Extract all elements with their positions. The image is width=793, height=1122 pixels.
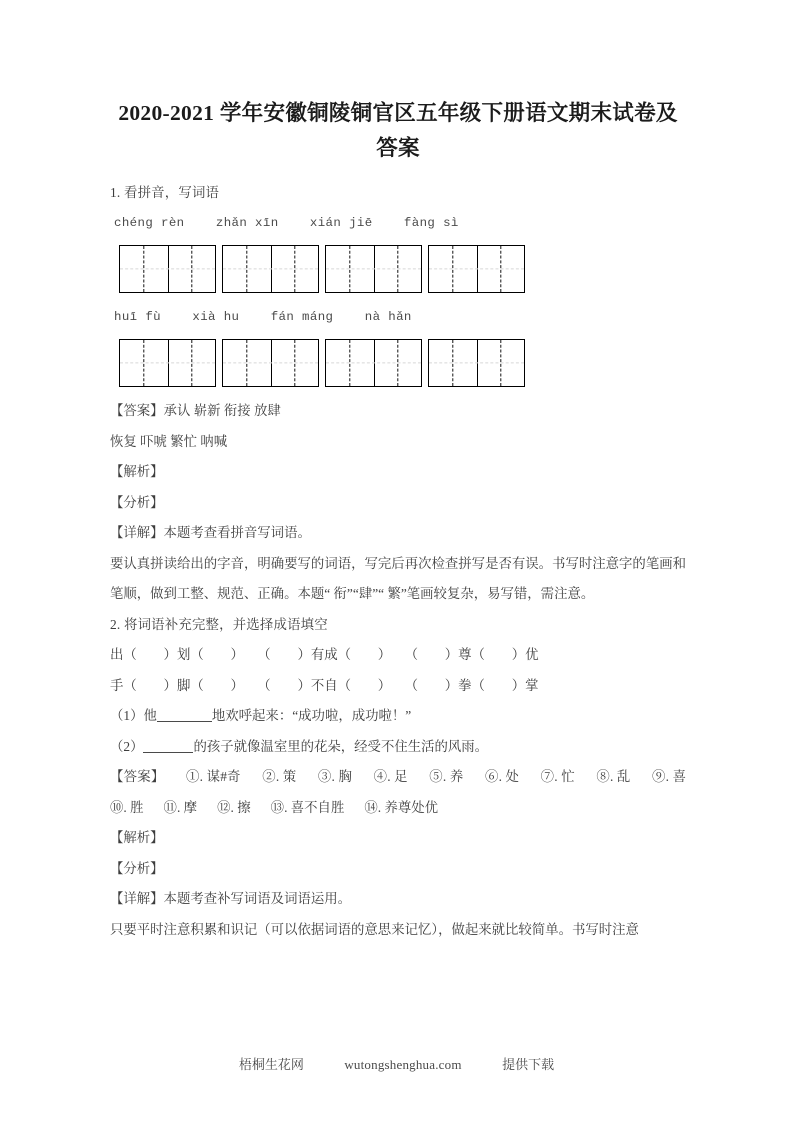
question-2-idiom-row-1: 出（ ）划（ ） （ ）有成（ ） （ ）尊（ ）优 <box>110 647 539 663</box>
document-content <box>110 96 707 945</box>
character-grid-group[interactable] <box>325 245 422 293</box>
character-grid-cell[interactable] <box>223 340 271 386</box>
fill-blank-1-prefix: （1）他 <box>110 708 157 724</box>
character-grid-cell[interactable] <box>271 340 319 386</box>
fill-blank-1-suffix: 地欢呼起来：“成功啦，成功啦！” <box>211 708 412 724</box>
question-1-pinyin-row-2: huī fù xià hu fán máng nà hǎn <box>114 310 412 325</box>
character-grid-cell[interactable] <box>223 246 271 292</box>
character-grid-group[interactable] <box>428 339 525 387</box>
page-title: 2020-2021 学年安徽铜陵铜官区五年级下册语文期末试卷及答案 <box>118 101 678 160</box>
character-grid-group[interactable] <box>119 245 216 293</box>
question-1-prompt: 1. 看拼音，写词语 <box>110 184 220 200</box>
character-grid-cell[interactable] <box>120 246 168 292</box>
question-1-explanation: 要认真拼读给出的字音，明确要写的词语，写完后再次检查拼写是否有误。书写时注意字的笔画和笔顺，做到工整、规范、正确。本题“ 衔”“肆”“ 繁”笔画较复杂，易写错，需注意。 <box>110 555 686 602</box>
character-grid-cell[interactable] <box>168 246 216 292</box>
character-grid-cell[interactable] <box>429 246 477 292</box>
character-grid-group[interactable] <box>119 339 216 387</box>
question-2-fenxi-label: 【分析】 <box>110 860 164 876</box>
question-2-fill-blank-1 <box>110 701 686 732</box>
question-1-answer-line-2: 恢复 吓唬 繁忙 呐喊 <box>110 433 228 449</box>
question-2-jiexi-label: 【解析】 <box>110 830 164 846</box>
footer-action: 提供下载 <box>502 1057 555 1072</box>
character-grid-group[interactable] <box>222 245 319 293</box>
character-grid-cell[interactable] <box>271 246 319 292</box>
character-grid-cell[interactable] <box>374 246 422 292</box>
fill-blank-2-suffix: 的孩子就像温室里的花朵，经受不住生活的风雨。 <box>193 738 489 754</box>
character-grid-group[interactable] <box>325 339 422 387</box>
question-1-grid-row-1 <box>119 245 686 293</box>
character-grid-cell[interactable] <box>477 340 525 386</box>
question-1-xiangjie-line: 【详解】本题考查看拼音写词语。 <box>110 525 311 541</box>
character-grid-cell[interactable] <box>374 340 422 386</box>
character-grid-cell[interactable] <box>326 340 374 386</box>
question-2-fill-blank-2 <box>110 732 686 763</box>
page-footer <box>0 1054 793 1073</box>
character-grid-group[interactable] <box>222 339 319 387</box>
question-2-explanation: 只要平时注意积累和识记（可以依据词语的意思来记忆），做起来就比较简单。书写时注意 <box>110 921 639 937</box>
character-grid-cell[interactable] <box>120 340 168 386</box>
character-grid-cell[interactable] <box>168 340 216 386</box>
character-grid-cell[interactable] <box>326 246 374 292</box>
character-grid-group[interactable] <box>428 245 525 293</box>
fill-blank-1-input[interactable] <box>157 721 212 722</box>
question-1-jiexi-label: 【解析】 <box>110 464 164 480</box>
footer-url: wutongshenghua.com <box>344 1057 462 1072</box>
question-1-fenxi-label: 【分析】 <box>110 494 164 510</box>
question-2-xiangjie-line: 【详解】本题考查补写词语及词语运用。 <box>110 891 352 907</box>
question-1-pinyin-row-1: chéng rèn zhǎn xīn xián jiē fàng sì <box>114 216 459 231</box>
question-2-idiom-row-2: 手（ ）脚（ ） （ ）不自（ ） （ ）拳（ ）掌 <box>110 677 539 693</box>
footer-site-name: 梧桐生花网 <box>238 1057 304 1072</box>
character-grid-cell[interactable] <box>429 340 477 386</box>
question-2-prompt: 2. 将词语补充完整，并选择成语填空 <box>110 616 328 632</box>
fill-blank-2-prefix: （2） <box>110 738 144 754</box>
question-1-answer-line-1: 【答案】承认 崭新 衔接 放肆 <box>110 403 281 419</box>
character-grid-cell[interactable] <box>477 246 525 292</box>
question-1-grid-row-2 <box>119 339 686 387</box>
fill-blank-2-input[interactable] <box>143 752 193 753</box>
question-2-answer-line: 【答案】 ①. 谋#奇 ②. 策 ③. 胸 ④. 足 ⑤. 养 ⑥. 处 ⑦. 忙 ⑧. 乱 ⑨. 喜 ⑩. 胜 ⑪. 摩 ⑫. 擦 ⑬. 喜不自胜 ⑭. 养尊处优 <box>110 769 707 815</box>
